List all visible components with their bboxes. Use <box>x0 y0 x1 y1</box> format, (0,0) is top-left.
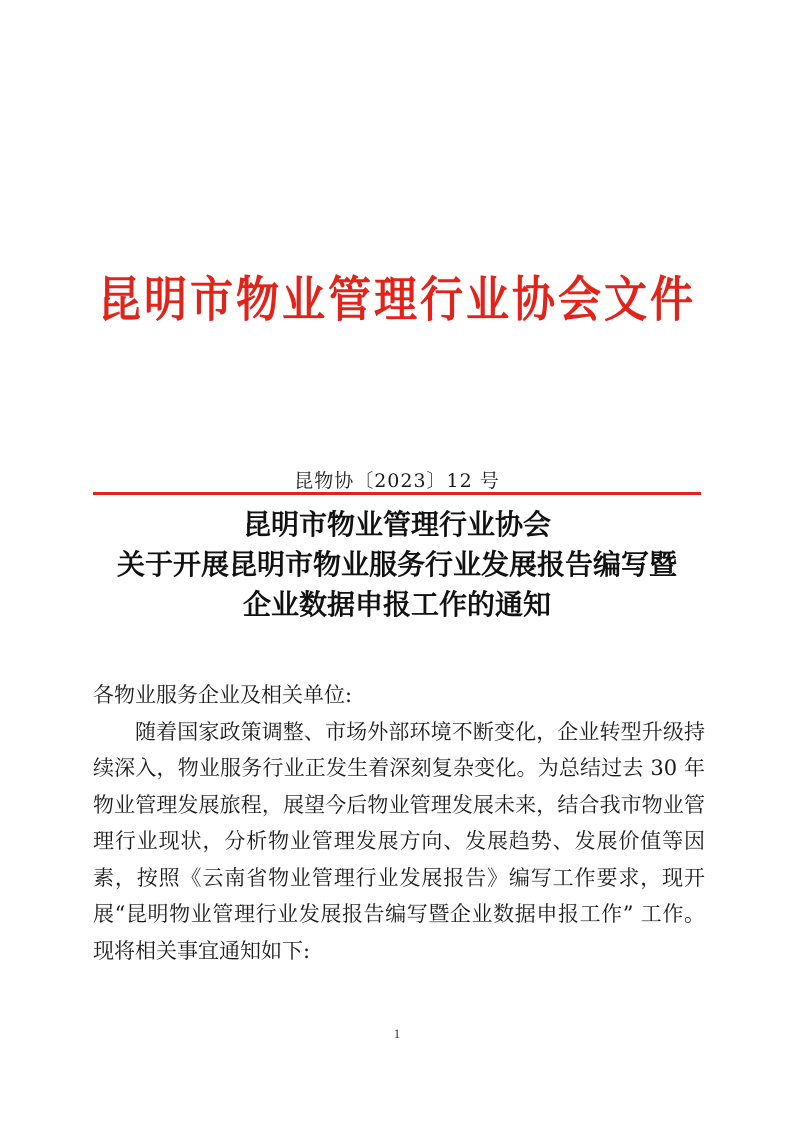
notice-title-line-2: 关于开展昆明市物业服务行业发展报告编写暨 <box>116 548 677 581</box>
notice-title <box>60 505 734 625</box>
notice-title-line-1: 昆明市物业管理行业协会 <box>242 508 551 541</box>
salutation: 各物业服务企业及相关单位: <box>93 683 353 707</box>
page-number: 1 <box>393 1026 401 1041</box>
body-paragraph: 随着国家政策调整、市场外部环境不断变化，企业转型升级持续深入，物业服务行业正发生着深刻复杂变化。为总结过去 30 年物业管理发展旅程，展望今后物业管理发展未来，结合我市物业管理行业现状，分析物业管理发展方向、发展趋势、发展价值等因素，按照《云南省物业管理行业发展报告》编写工作要求，现开展“昆明物业管理行业发展报告编写暨企业数据申报工作” 工作。现将相关事宜通知如下: <box>93 719 705 963</box>
issuing-organization-title: 昆明市物业管理行业协会文件 <box>98 272 696 329</box>
notice-title-line-3: 企业数据申报工作的通知 <box>242 588 551 621</box>
notice-body <box>93 677 705 969</box>
red-separator-rule <box>93 492 701 495</box>
document-number: 昆物协〔2023〕12 号 <box>294 470 500 492</box>
